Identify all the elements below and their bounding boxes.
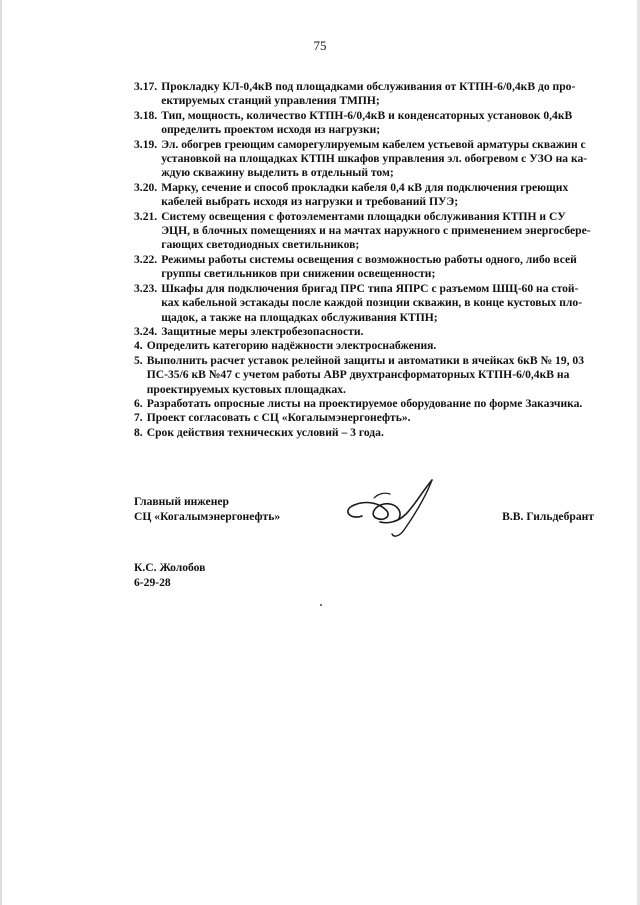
item-text-line: щадок, а также на площадках обслуживания КТПН; — [161, 310, 438, 324]
signatory-title: Главный инженер — [134, 495, 229, 508]
executor-phone: 6-29-28 — [134, 576, 171, 589]
item-text-line: кабелей выбрать исходя из нагрузки и требований ПУЭ; — [161, 195, 459, 209]
item-number: 3.17. — [134, 80, 158, 93]
handwritten-signature — [334, 472, 454, 542]
item-number: 3.19. — [134, 137, 158, 151]
item-text — [161, 325, 594, 339]
item-text-line: Определить категорию надёжности электроснабжения. — [146, 339, 437, 353]
list-item — [134, 426, 594, 440]
item-text — [147, 339, 594, 353]
item-number: 4. — [134, 339, 143, 353]
item-text — [161, 210, 594, 253]
signatory-name: В.В. Гильдебрант — [502, 510, 594, 523]
item-number: 6. — [134, 396, 143, 410]
item-text-line: Срок действия технических условий – 3 года. — [146, 425, 384, 439]
list-item — [134, 354, 594, 397]
item-text-line: определить проектом исходя из нагрузки; — [161, 123, 381, 137]
item-number: 8. — [134, 425, 143, 439]
item-text — [147, 411, 594, 425]
item-text-line: гающих светодиодных светильников; — [161, 238, 360, 252]
item-text — [161, 109, 594, 138]
list-item — [134, 109, 594, 138]
item-number: 3.22. — [134, 252, 158, 266]
item-text-line: ЭЦН, в блочных помещениях и на мачтах наружного с применением энергосбере- — [161, 224, 591, 238]
item-text-line: ждую скважину выделить в отдельный том; — [161, 166, 394, 180]
item-number: 3.23. — [134, 281, 158, 295]
list-item — [134, 138, 594, 181]
item-text-line: Шкафы для подключения бригад ПРС типа ЯПРС с разъемом ШЩ-60 на стой- — [161, 281, 579, 295]
list-item — [134, 253, 594, 282]
item-text-line: Марку, сечение и способ прокладки кабеля 0,4 кВ для подключения греющих — [161, 180, 569, 194]
list-item — [134, 282, 594, 325]
item-text — [147, 426, 594, 440]
item-number: 7. — [134, 411, 143, 425]
item-text — [161, 138, 594, 181]
requirements-list — [134, 80, 594, 440]
item-text-line: Проект согласовать с СЦ «Когалымэнергонефть». — [146, 411, 411, 425]
list-item — [134, 397, 594, 411]
item-text — [161, 253, 594, 282]
item-text-line: ектируемых станций управления ТМПН; — [161, 94, 380, 108]
item-text-line: Прокладку КЛ-0,4кВ под площадками обслуживания от КТПН-6/0,4кВ до про- — [161, 80, 576, 93]
item-text-line: проектируемых кустовых площадках. — [146, 382, 346, 396]
item-number: 3.20. — [134, 180, 158, 194]
item-text-line: Эл. обогрев греющим саморегулируемым кабелем устьевой арматуры скважин с — [161, 137, 586, 151]
scan-speck — [320, 604, 322, 606]
item-text-line: Тип, мощность, количество КТПН-6/0,4кВ и конденсаторных установок 0,4кВ — [161, 108, 573, 122]
item-number: 3.21. — [134, 209, 158, 223]
item-number: 3.18. — [134, 108, 158, 122]
item-number: 3.24. — [134, 324, 158, 338]
list-item — [134, 411, 594, 425]
list-item — [134, 210, 594, 253]
list-item — [134, 80, 594, 109]
page-number: 75 — [313, 38, 327, 53]
item-text — [147, 354, 594, 397]
item-text-line: Выполнить расчет уставок релейной защиты и автоматики в ячейках 6кВ № 19, 03 — [146, 353, 585, 367]
list-item — [134, 325, 594, 339]
signatory-organization: СЦ «Когалымэнергонефть» — [134, 510, 281, 523]
item-text — [147, 397, 594, 411]
item-text — [161, 282, 594, 325]
executor-block — [134, 560, 205, 590]
item-text-line: Разработать опросные листы на проектируемое оборудование по форме Заказчика. — [146, 396, 583, 410]
item-text-line: ПС-35/6 кВ №47 с учетом работы АВР двухтрансформаторных КТПН-6/0,4кВ на — [146, 368, 570, 382]
item-text-line: установкой на площадках КТПН шкафов управления эл. обогревом с УЗО на ка- — [161, 152, 588, 166]
item-text — [161, 181, 594, 210]
scan-edge-left — [0, 0, 2, 905]
executor-name: К.С. Жолобов — [134, 561, 206, 574]
item-text-line: Защитные меры электробезопасности. — [161, 324, 364, 338]
item-text-line: Систему освещения с фотоэлементами площадки обслуживания КТПН и СУ — [161, 209, 566, 223]
item-text-line: Режимы работы системы освещения с возможностью работы одного, либо всей — [161, 252, 577, 266]
signatory-position — [134, 494, 280, 524]
item-number: 5. — [134, 353, 143, 367]
item-text-line: ках кабельной эстакады после каждой позиции скважин, в конце кустовых пло- — [161, 296, 583, 310]
list-item — [134, 181, 594, 210]
list-item — [134, 339, 594, 353]
item-text-line: группы светильников при снижении освещенности; — [161, 267, 436, 281]
item-text — [161, 80, 594, 109]
